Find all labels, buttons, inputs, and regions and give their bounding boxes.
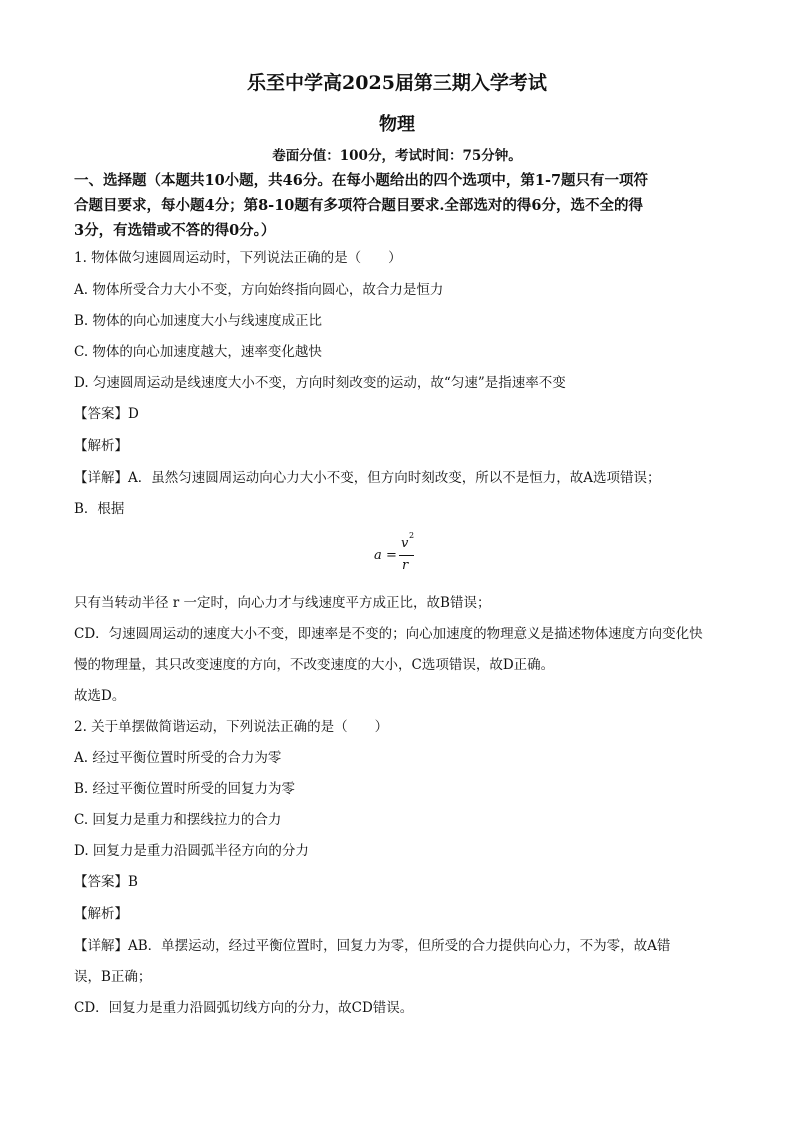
q2-stem: 2. 关于单摆做简谐运动，下列说法正确的是（ ） bbox=[74, 719, 389, 735]
q1-choose: 故选D。 bbox=[74, 688, 126, 704]
formula-equals: = bbox=[386, 548, 397, 563]
q1-option-c: C. 物体的向心加速度越大，速率变化越快 bbox=[74, 344, 322, 360]
formula-numerator: v bbox=[401, 536, 409, 551]
q1-detail-cd-line2: 慢的物理量，其只改变速度的方向，不改变速度的大小，C选项错误，故D正确。 bbox=[74, 657, 555, 673]
q2-detail-ab-line1: 【详解】AB．单摆运动，经过平衡位置时，回复力为零，但所受的合力提供向心力，不为零，故A错 bbox=[74, 938, 671, 954]
q2-detail-ab-line2: 误，B正确； bbox=[74, 969, 152, 985]
formula-fraction-bar bbox=[399, 555, 414, 556]
q2-detail-cd: CD．回复力是重力沿圆弧切线方向的分力，故CD错误。 bbox=[74, 1000, 414, 1016]
q1-option-a: A. 物体所受合力大小不变，方向始终指向圆心，故合力是恒力 bbox=[74, 282, 444, 298]
q1-analysis-label: 【解析】 bbox=[74, 438, 128, 454]
section-instructions-line2: 合题目要求，每小题4分；第8-10题有多项符合题目要求.全部选对的得6分，选不全的得 bbox=[74, 197, 644, 214]
section-instructions-line1: 一、选择题（本题共10小题，共46分。在每小题给出的四个选项中，第1-7题只有一项符 bbox=[74, 172, 649, 189]
formula-exponent: 2 bbox=[409, 531, 415, 540]
q1-option-b: B. 物体的向心加速度大小与线速度成正比 bbox=[74, 313, 323, 329]
q1-detail-b2: 只有当转动半径 r 一定时，向心力才与线速度平方成正比，故B错误； bbox=[74, 595, 491, 611]
q1-stem: 1. 物体做匀速圆周运动时，下列说法正确的是（ ） bbox=[74, 250, 402, 266]
exam-meta: 卷面分值：100分，考试时间：75分钟。 bbox=[272, 148, 522, 164]
q2-option-a: A. 经过平衡位置时所受的合力为零 bbox=[74, 750, 282, 766]
q1-option-d: D. 匀速圆周运动是线速度大小不变，方向时刻改变的运动，故“匀速”是指速率不变 bbox=[74, 375, 566, 391]
subject-title: 物理 bbox=[379, 114, 415, 135]
q1-answer: 【答案】D bbox=[74, 406, 139, 422]
q1-detail-cd-line1: CD．匀速圆周运动的速度大小不变，即速率是不变的；向心加速度的物理意义是描述物体速度方向变化快 bbox=[74, 626, 703, 642]
q2-option-c: C. 回复力是重力和摆线拉力的合力 bbox=[74, 812, 282, 828]
q2-option-d: D. 回复力是重力沿圆弧半径方向的分力 bbox=[74, 843, 309, 859]
q2-analysis-label: 【解析】 bbox=[74, 906, 128, 922]
q2-option-b: B. 经过平衡位置时所受的回复力为零 bbox=[74, 781, 296, 797]
section-instructions-line3: 3分，有选错或不答的得0分。） bbox=[74, 222, 276, 239]
exam-title: 乐至中学高2025届第三期入学考试 bbox=[247, 72, 547, 94]
q2-answer: 【答案】B bbox=[74, 874, 138, 890]
formula-lhs: a bbox=[374, 548, 382, 563]
q1-detail-a: 【详解】A．虽然匀速圆周运动向心力大小不变，但方向时刻改变，所以不是恒力，故A选项错误； bbox=[74, 470, 661, 486]
q1-detail-b: B．根据 bbox=[74, 501, 125, 517]
formula-denominator: r bbox=[402, 558, 409, 573]
centripetal-formula bbox=[372, 531, 432, 578]
